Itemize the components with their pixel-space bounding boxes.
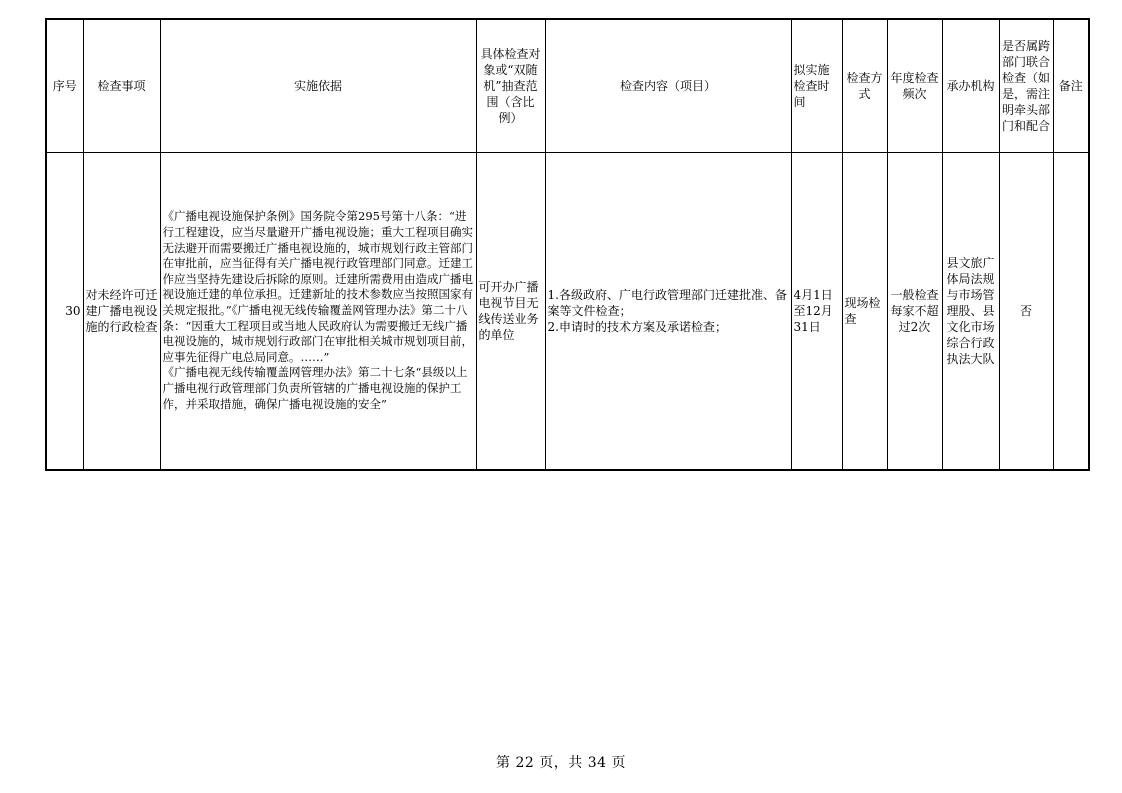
header-seq: 序号 [46, 19, 83, 152]
cell-joint: 否 [999, 152, 1053, 470]
cell-time: 4月1日至12月31日 [791, 152, 842, 470]
header-method: 检查方式 [842, 19, 887, 152]
header-item: 检查事项 [83, 19, 160, 152]
header-basis: 实施依据 [160, 19, 476, 152]
cell-method: 现场检查 [842, 152, 887, 470]
basis-paragraph: 《广播电视设施保护条例》国务院令第295号第十八条：“进行工程建设，应当尽量避开广播电视设施；重大工程项目确实无法避开而需要搬迁广播电视设施的，城市规划行政主管部门在审批前，应当征得有关广播电视行政管理部门同意。迁建工作应当坚持先建设后拆除的原则。迁建所需费用由造成广播电视设施迁建的单位承担。迁建新址的技术参数应当按照国家有关规定报批。”《广播电视无线传输覆盖网管理办法》第二十八条：“因重大工程项目或当地人民政府认为需要搬迁无线广播电视设施的，城市规划行政部门在审批相关城市规划项目前，应事先征得广电总局同意。……” [162, 209, 473, 364]
header-frequency: 年度检查频次 [887, 19, 942, 152]
content-line: 2.申请时的技术方案及承诺检查； [547, 319, 727, 334]
header-joint: 是否属跨部门联合检查（如是，需注明牵头部门和配合 [999, 19, 1053, 152]
cell-remark [1053, 152, 1089, 470]
cell-seq: 30 [46, 152, 83, 470]
header-remark: 备注 [1053, 19, 1089, 152]
inspection-table [45, 18, 1090, 471]
table-row [46, 152, 1089, 470]
cell-item: 对未经许可迁建广播电视设施的行政检查 [83, 152, 160, 470]
cell-content [545, 152, 791, 470]
cell-object: 可开办广播电视节目无线传送业务的单位 [476, 152, 545, 470]
cell-frequency: 一般检查每家不超过2次 [887, 152, 942, 470]
content-line: 1.各级政府、广电行政管理部门迁建批准、备案等文件检查； [547, 287, 787, 318]
header-content: 检查内容（项目） [545, 19, 791, 152]
cell-agency: 县文旅广体局法规与市场管理股、县文化市场综合行政执法大队 [942, 152, 999, 470]
header-row [46, 19, 1089, 152]
cell-basis [160, 152, 476, 470]
basis-paragraph: 《广播电视无线传输覆盖网管理办法》第二十七条“县级以上广播电视行政管理部门负责所管辖的广播电视设施的保护工作，并采取措施，确保广播电视设施的安全” [162, 365, 468, 411]
header-object: 具体检查对象或“双随机”抽查范围（含比例） [476, 19, 545, 152]
header-agency: 承办机构 [942, 19, 999, 152]
page-number: 第 22 页，共 34 页 [496, 755, 626, 771]
header-time: 拟实施检查时间 [791, 19, 842, 152]
